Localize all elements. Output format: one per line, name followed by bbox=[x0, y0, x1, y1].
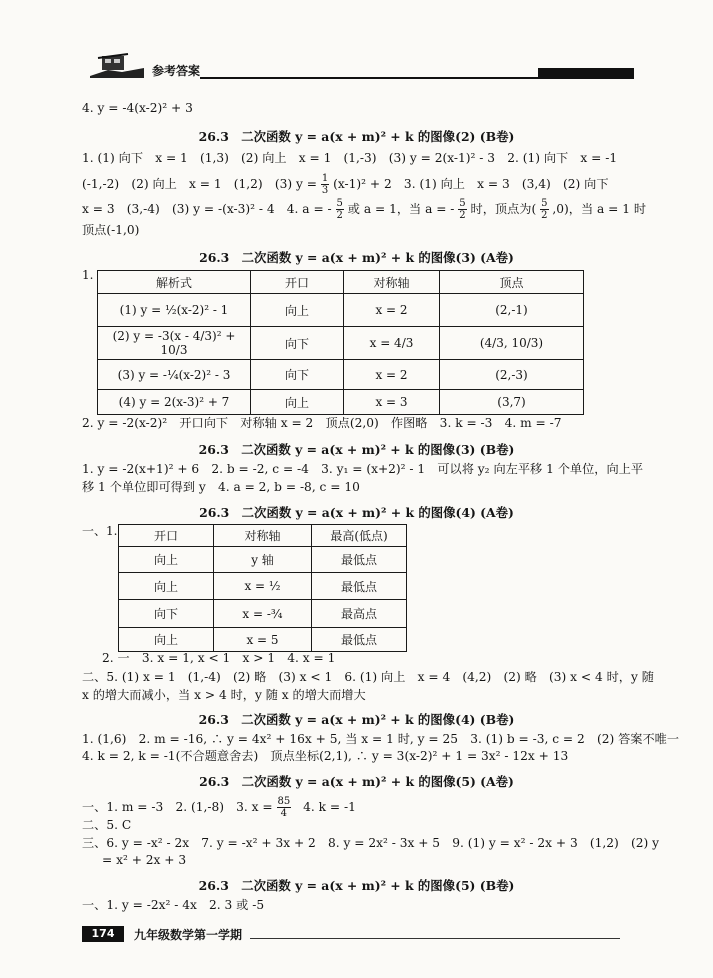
answer-table-2 bbox=[118, 524, 407, 652]
answer-table-1 bbox=[97, 270, 584, 415]
table-row bbox=[119, 547, 407, 573]
answer-line: 4. k = 2, k = -1(不合题意舍去) 顶点坐标(2,1), ∴ y = 3(x-2)² + 1 = 3x² - 12x + 13 bbox=[82, 749, 569, 763]
answer-line: 移 1 个单位即可得到 y 4. a = 2, b = -8, c = 10 bbox=[82, 480, 360, 494]
section-title: 26.3 二次函数 y = a(x + m)² + k 的图像(4) (A卷) bbox=[199, 505, 514, 520]
fraction: $\frac{85}{4}$ bbox=[277, 796, 291, 819]
table-cell: 最低点 bbox=[312, 628, 407, 652]
section-title: 26.3 二次函数 y = a(x + m)² + k 的图像(3) (A卷) bbox=[199, 250, 514, 265]
table-row bbox=[119, 600, 407, 628]
answer-line: 一、1. y = -2x² - 4x 2. 3 或 -5 bbox=[82, 898, 265, 912]
answer-line: 2. 一 3. x = 1, x < 1 x > 1 4. x = 1 bbox=[102, 651, 336, 665]
answer-line: = x² + 2x + 3 bbox=[102, 853, 187, 867]
table-cell: x = 5 bbox=[214, 628, 312, 652]
fraction: $\frac{5}{2}$ bbox=[336, 198, 343, 221]
answer-line: 1. (1) 向下 x = 1 (1,3) (2) 向上 x = 1 (1,-3) (3) y = 2(x-1)² - 3 2. (1) 向下 x = -1 bbox=[82, 151, 618, 165]
table-cell: 最低点 bbox=[312, 573, 407, 600]
table-cell: (4) y = 2(x-3)² + 7 bbox=[98, 390, 251, 415]
table-row bbox=[119, 628, 407, 652]
answer-line: x = 3 (3,-4) (3) y = -(x-3)² - 4 4. a = - $\frac{5}{2}$ 或 a = 1，当 a = - $\frac{5}{2}$ 时，顶点为( $\frac{5}{2}$ ,0)，当 a = 1 时 bbox=[82, 198, 647, 221]
table-cell: 向下 bbox=[119, 600, 214, 628]
table-row bbox=[98, 390, 584, 415]
section-label: 参考答案 bbox=[152, 64, 201, 78]
table-row bbox=[98, 360, 584, 390]
table-header: 最高(低点) bbox=[312, 525, 407, 547]
table-cell: 向上 bbox=[251, 294, 344, 327]
header-rule bbox=[200, 77, 634, 79]
answer-line: 2. y = -2(x-2)² 开口向下 对称轴 x = 2 顶点(2,0) 作图略 3. k = -3 4. m = -7 bbox=[82, 416, 562, 430]
table-cell: x = -¾ bbox=[214, 600, 312, 628]
fraction: $\frac{1}{3}$ bbox=[321, 173, 329, 196]
section-title: 26.3 二次函数 y = a(x + m)² + k 的图像(3) (B卷) bbox=[198, 442, 515, 457]
answer-line: 三、6. y = -x² - 2x 7. y = -x² + 3x + 2 8. y = 2x² - 3x + 5 9. (1) y = x² - 2x + 3 (1,2) (2) y bbox=[82, 836, 659, 850]
table-cell: 最高点 bbox=[312, 600, 407, 628]
table-header: 开口 bbox=[251, 271, 344, 294]
fraction: $\frac{5}{2}$ bbox=[459, 198, 466, 221]
table-cell: x = ½ bbox=[214, 573, 312, 600]
table-cell: x = 3 bbox=[344, 390, 440, 415]
table-row bbox=[98, 294, 584, 327]
table-cell: (1) y = ½(x-2)² - 1 bbox=[98, 294, 251, 327]
table-cell: 向下 bbox=[251, 327, 344, 360]
table-cell: 向上 bbox=[119, 547, 214, 573]
table-cell: x = 4/3 bbox=[344, 327, 440, 360]
page-number: 174 bbox=[82, 926, 124, 942]
section-title: 26.3 二次函数 y = a(x + m)² + k 的图像(5) (A卷) bbox=[199, 774, 514, 789]
answer-line: 二、5. C bbox=[82, 818, 132, 832]
section-title: 26.3 二次函数 y = a(x + m)² + k 的图像(4) (B卷) bbox=[198, 712, 515, 727]
table-cell: 向上 bbox=[119, 573, 214, 600]
table-header: 对称轴 bbox=[344, 271, 440, 294]
answer-line: 二、5. (1) x = 1 (1,-4) (2) 略 (3) x < 1 6. (1) 向上 x = 4 (4,2) (2) 略 (3) x < 4 时，y 随 bbox=[82, 670, 654, 684]
question-label: 1. bbox=[82, 268, 94, 282]
answer-line: 顶点(-1,0) bbox=[82, 223, 140, 237]
table-cell: (4/3, 10/3) bbox=[440, 327, 584, 360]
answer-line: 4. y = -4(x-2)² + 3 bbox=[82, 101, 193, 115]
table-header: 解析式 bbox=[98, 271, 251, 294]
book-title: 九年级数学第一学期 bbox=[134, 928, 243, 942]
answer-line: 一、1. m = -3 2. (1,-8) 3. x = $\frac{85}{4}$ 4. k = -1 bbox=[82, 796, 356, 819]
answer-line: 1. y = -2(x+1)² + 6 2. b = -2, c = -4 3. y₁ = (x+2)² - 1 可以将 y₂ 向左平移 1 个单位，向上平 bbox=[82, 462, 644, 476]
table-cell: (2,-3) bbox=[440, 360, 584, 390]
header-logo bbox=[88, 50, 146, 80]
table-header: 对称轴 bbox=[214, 525, 312, 547]
table-cell: (3,7) bbox=[440, 390, 584, 415]
table-header: 顶点 bbox=[440, 271, 584, 294]
section-title: 26.3 二次函数 y = a(x + m)² + k 的图像(2) (B卷) bbox=[198, 129, 515, 144]
table-row bbox=[98, 327, 584, 360]
table-row bbox=[119, 573, 407, 600]
table-cell: 向下 bbox=[251, 360, 344, 390]
table-cell: 向上 bbox=[251, 390, 344, 415]
table-cell: x = 2 bbox=[344, 294, 440, 327]
footer-rule bbox=[250, 938, 620, 939]
table-cell: 最低点 bbox=[312, 547, 407, 573]
header-bar bbox=[538, 68, 634, 77]
answer-line: (-1,-2) (2) 向上 x = 1 (1,2) (3) y = $\frac{1}{3}$ (x-1)² + 2 3. (1) 向上 x = 3 (3,4) (2) 向下 bbox=[82, 173, 609, 196]
table-cell: x = 2 bbox=[344, 360, 440, 390]
question-label: 一、1. bbox=[82, 524, 118, 538]
answer-line: x 的增大而减小，当 x > 4 时，y 随 x 的增大而增大 bbox=[82, 688, 366, 702]
table-cell: 向上 bbox=[119, 628, 214, 652]
table-cell: (3) y = -¼(x-2)² - 3 bbox=[98, 360, 251, 390]
table-cell: y 轴 bbox=[214, 547, 312, 573]
table-header: 开口 bbox=[119, 525, 214, 547]
table-cell: (2) y = -3(x - 4/3)² + 10/3 bbox=[98, 327, 251, 360]
table-cell: (2,-1) bbox=[440, 294, 584, 327]
section-title: 26.3 二次函数 y = a(x + m)² + k 的图像(5) (B卷) bbox=[198, 878, 515, 893]
fraction: $\frac{5}{2}$ bbox=[541, 198, 548, 221]
answer-line: 1. (1,6) 2. m = -16, ∴ y = 4x² + 16x + 5, 当 x = 1 时, y = 25 3. (1) b = -3, c = 2 (2) 答案不唯一 bbox=[82, 732, 680, 746]
